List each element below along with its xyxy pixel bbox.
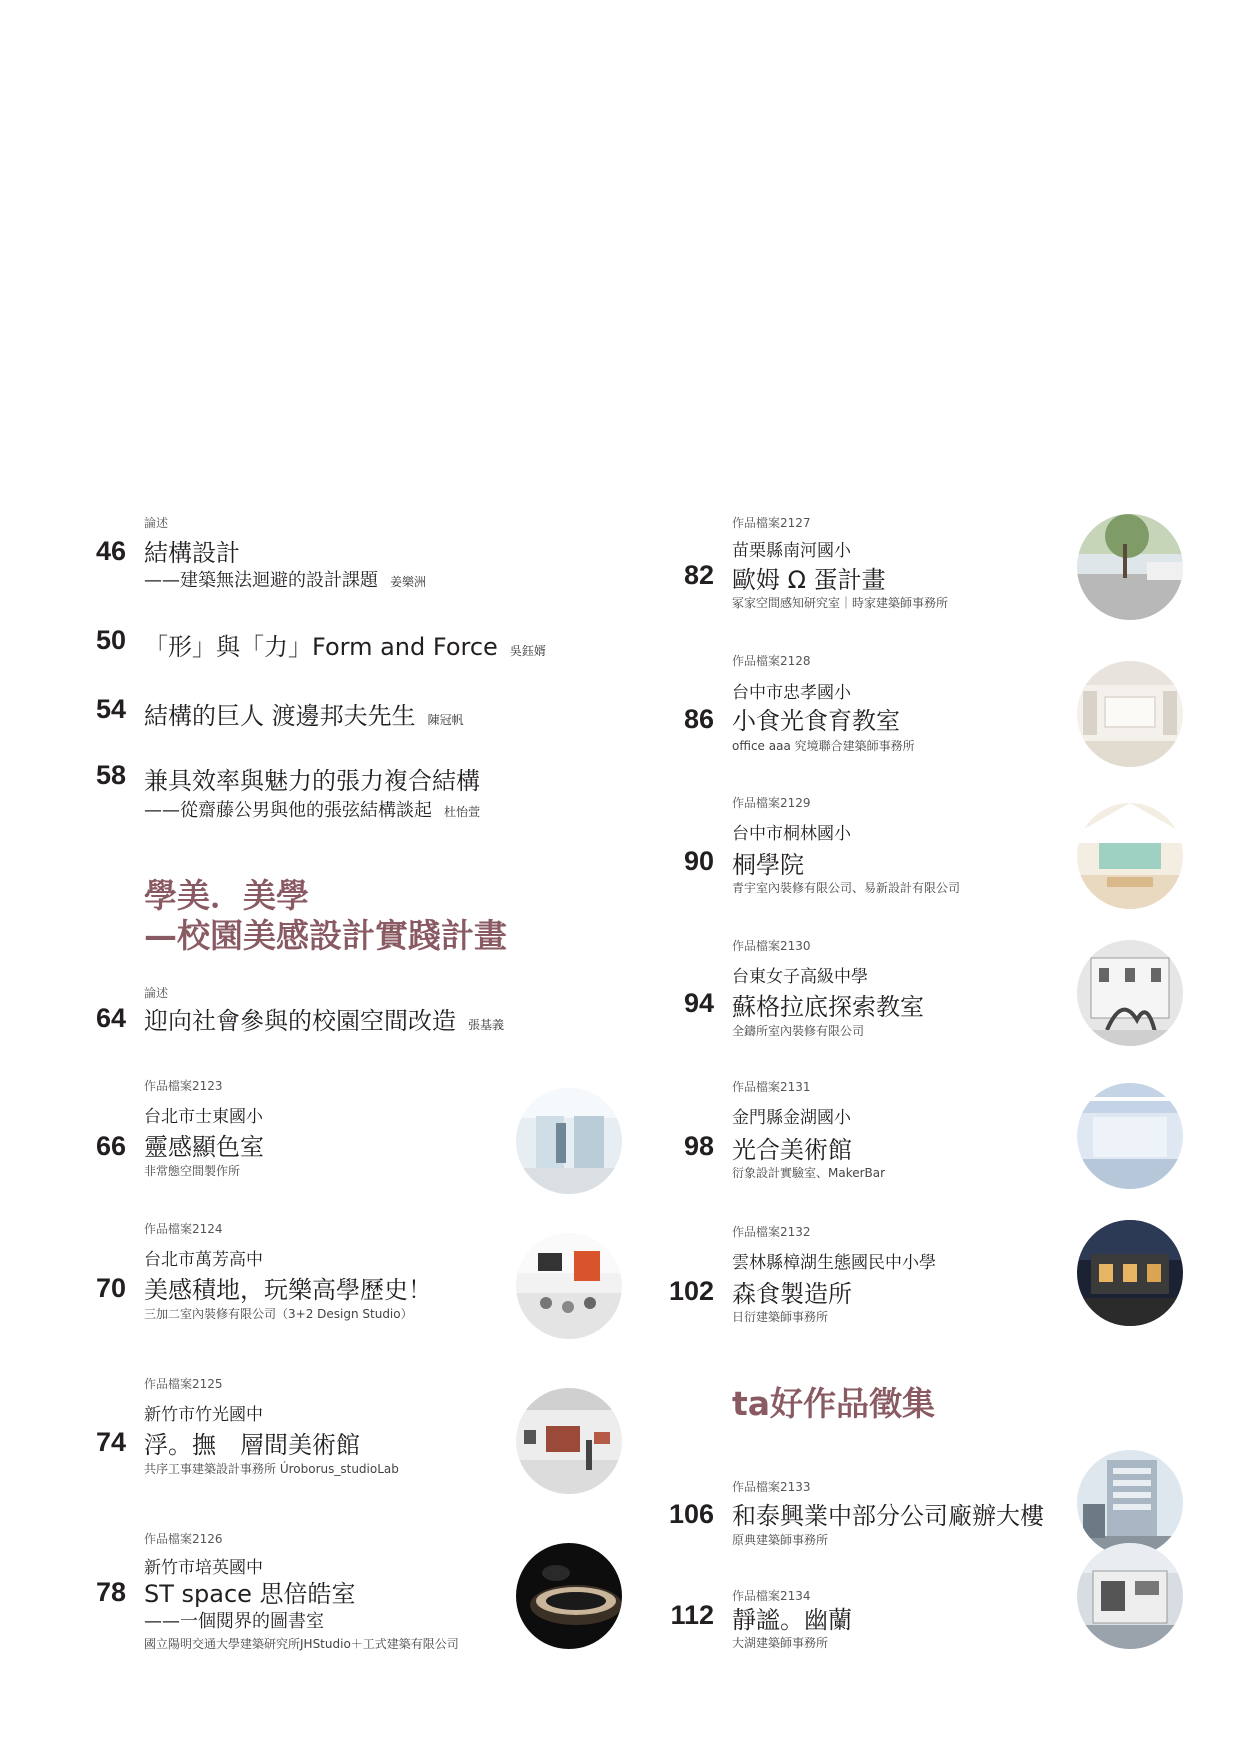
work-school: 台東女子高級中學 [732,967,868,987]
photo-thumbnail-icon [1077,940,1183,1046]
work-category: 作品檔案2124 [144,1222,223,1236]
work-school: 台中市桐林國小 [732,824,851,844]
photo-thumbnail-icon [1077,1543,1183,1649]
page-number: 46 [95,536,126,566]
page-number: 98 [683,1131,714,1161]
work-school: 苗栗縣南河國小 [732,541,851,561]
photo-thumbnail-icon [516,1543,622,1649]
essay-title [144,696,464,731]
work-architect: 國立陽明交通大學建築研究所JHStudio＋工式建築有限公司 [144,1637,459,1651]
work-school: 台北市士東國小 [144,1107,263,1127]
work-school: 新竹市竹光國中 [144,1405,263,1425]
work-school: 新竹市培英國中 [144,1558,263,1578]
essay-author: 姜樂洲 [390,575,427,589]
work-category: 作品檔案2127 [732,516,811,530]
photo-thumbnail-icon [1077,1083,1183,1189]
work-architect: 非常態空間製作所 [144,1164,241,1178]
essay-author: 杜怡萱 [444,805,481,819]
work-school: 金門縣金湖國小 [732,1108,851,1128]
photo-thumbnail-icon [516,1233,622,1339]
work-title: 歐姆 Ω 蛋計畫 [732,566,886,594]
essay-title-text: 「形」與「力」Form and Force [144,633,498,661]
essay-subtitle-text: ——從齋藤公男與他的張弦結構談起 [144,800,432,821]
page-number: 78 [95,1577,126,1607]
essay-title [144,1001,504,1036]
work-architect: 冢家空間感知研究室｜時家建築師事務所 [732,596,949,610]
work-architect: 衍象設計實驗室、MakerBar [732,1166,886,1180]
photo-thumbnail-icon [1077,1220,1183,1326]
photo-thumbnail-icon [1077,514,1183,620]
work-architect: 大湖建築師事務所 [732,1636,829,1650]
section-heading: —校園美感設計實踐計畫 [144,916,507,955]
work-title: 森食製造所 [732,1280,852,1308]
work-title: 光合美術館 [732,1136,852,1164]
work-category: 作品檔案2125 [144,1377,223,1391]
work-category: 作品檔案2123 [144,1079,223,1093]
work-architect: 日衍建築師事務所 [732,1310,829,1324]
work-title: 和泰興業中部分公司廠辦大樓 [732,1502,1044,1530]
work-category: 作品檔案2126 [144,1532,223,1546]
work-school: 雲林縣樟湖生態國民中小學 [732,1253,936,1273]
work-title: 小食光食育教室 [732,707,900,735]
page-number: 82 [683,560,714,590]
work-title: 美感積地，玩樂高學歷史！ [144,1276,432,1304]
section-heading: 學美．美學 [144,876,309,915]
essay-title: 兼具效率與魅力的張力複合結構 [144,767,480,795]
photo-thumbnail-icon [1077,803,1183,909]
work-category: 作品檔案2128 [732,654,811,668]
photo-thumbnail-icon [516,1388,622,1494]
work-title: 蘇格拉底探索教室 [732,993,924,1021]
page-number: 74 [95,1427,126,1457]
photo-thumbnail-icon [1077,661,1183,767]
essay-subtitle [144,566,426,592]
work-school: 台中市忠孝國小 [732,683,851,703]
page-number: 106 [668,1499,714,1529]
section-heading: ta好作品徵集 [732,1384,936,1423]
work-subtitle: ——一個閱界的圖書室 [144,1611,324,1632]
page-number: 102 [668,1276,714,1306]
essay-subtitle-text: ——建築無法迴避的設計課題 [144,570,378,591]
page-number: 50 [95,625,126,655]
essay-author: 吳鈺婿 [509,644,546,658]
photo-thumbnail-icon [1077,1450,1183,1556]
work-category: 作品檔案2133 [732,1480,811,1494]
work-architect: 共序工事建築設計事務所 Úroborus_studioLab [144,1462,399,1476]
work-title: 桐學院 [732,851,804,879]
work-category: 作品檔案2132 [732,1225,811,1239]
essay-category: 論述 [144,516,169,530]
essay-subtitle [144,796,480,822]
work-category: 作品檔案2129 [732,796,811,810]
work-architect: office aaa 究境聯合建築師事務所 [732,739,915,753]
page-number: 90 [683,846,714,876]
work-title: 靜謐。幽蘭 [732,1606,852,1634]
essay-title [144,627,546,662]
work-architect: 青宇室內裝修有限公司、易新設計有限公司 [732,881,961,895]
page-number: 58 [95,760,126,790]
work-architect: 三加二室內裝修有限公司（3+2 Design Studio） [144,1307,413,1321]
page-number: 70 [95,1273,126,1303]
work-category: 作品檔案2131 [732,1080,811,1094]
essay-title-text: 迎向社會參與的校園空間改造 [144,1007,456,1035]
essay-title: 結構設計 [144,539,240,567]
page-number: 94 [683,988,714,1018]
work-architect: 原典建築師事務所 [732,1533,829,1547]
essay-category: 論述 [144,986,169,1000]
essay-title-text: 結構的巨人 渡邊邦夫先生 [144,702,416,730]
essay-author: 張基義 [468,1018,505,1032]
page-number: 112 [670,1600,714,1630]
page-number: 54 [95,694,126,724]
page-number: 86 [683,704,714,734]
work-category: 作品檔案2134 [732,1589,811,1603]
essay-author: 陳冠帆 [427,713,464,727]
work-title: 浮。撫 層間美術館 [144,1431,360,1459]
work-title: ST space 思倍皓室 [144,1580,356,1608]
work-title: 靈感顯色室 [144,1133,264,1161]
work-architect: 全鑄所室內裝修有限公司 [732,1024,865,1038]
work-school: 台北市萬芳高中 [144,1250,263,1270]
work-category: 作品檔案2130 [732,939,811,953]
page-number: 64 [95,1003,126,1033]
photo-thumbnail-icon [516,1088,622,1194]
page-number: 66 [95,1131,126,1161]
